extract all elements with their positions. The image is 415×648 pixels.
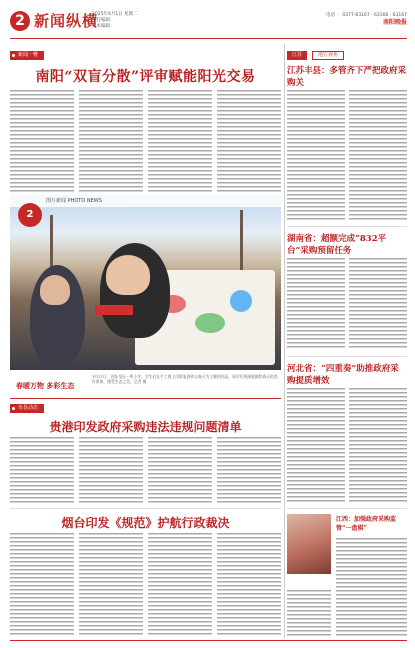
lead-headline: 南阳“双盲分散”评审赋能阳光交易 [35, 69, 256, 85]
lead-body-col-4 [217, 90, 281, 192]
headline-yantai: 烟台印发《规范》护航行政裁决 [61, 516, 230, 530]
column-divider [284, 44, 285, 638]
masthead-meta [92, 12, 138, 30]
story-3-col-1 [10, 533, 74, 637]
hunan-col-1 [287, 258, 345, 350]
right-rule-2 [287, 356, 407, 357]
contact-line: 电话 ： 0377-63167 · 63166 · 63167 [326, 13, 407, 18]
story-2-col-1 [10, 437, 74, 503]
photo-badge: 2 [18, 203, 42, 227]
right-rule-1 [287, 226, 407, 227]
news-photo [10, 195, 281, 370]
jiangxi-col-1 [336, 538, 407, 637]
photo-title: 春暖万物 多彩生态 [16, 381, 75, 390]
student-face-2 [40, 275, 70, 305]
headline-hunan: 湖南省：超额完成“832平台”采购预留任务 [287, 234, 387, 256]
mid-rule [10, 398, 281, 399]
story-2-col-4 [217, 437, 281, 503]
headline-jiangsu: 江苏丰县：多管齐下严把政府采购关 [287, 66, 407, 88]
right-section-tag: 江苏 [287, 51, 307, 60]
jiangsu-col-2 [349, 90, 407, 220]
section-title: 新闻纵横 [34, 12, 99, 30]
jiangxi-col-2 [287, 590, 331, 637]
story-3-col-4 [217, 533, 281, 637]
story-2-col-2 [79, 437, 143, 503]
hebei-col-1 [287, 388, 345, 504]
hebei-col-2 [349, 388, 407, 504]
lead-body-col-3 [148, 90, 212, 192]
photo-banner: 图片新闻 PHOTO NEWS [10, 195, 281, 207]
thin-rule [10, 508, 281, 509]
headline-hebei: 河北省：“四重奏”助推政府采购提质增效 [287, 364, 399, 386]
story-3-col-3 [148, 533, 212, 637]
bottom-rule [10, 640, 407, 641]
headline-guigang: 贵港印发政府采购违法违规问题清单 [49, 420, 242, 434]
right-rule-3 [287, 508, 407, 509]
painted-leaf [195, 313, 225, 333]
designer-line: 美术编辑： [92, 24, 115, 29]
paper-name: 南阳晚报 [382, 19, 407, 26]
headline-jiangxi: 江西：加强政府采购监管“一盘棋” [336, 516, 397, 532]
story-3-col-2 [79, 533, 143, 637]
hunan-col-2 [349, 258, 407, 350]
student-face [106, 255, 150, 295]
painted-sky [230, 290, 252, 312]
portrait-image [287, 514, 331, 574]
top-rule [10, 38, 407, 39]
lead-body-col-2 [79, 90, 143, 192]
lead-body-col-1 [10, 90, 74, 192]
editor-line: 责任编辑： [92, 18, 115, 23]
section-tag-county: 市县动态 [10, 404, 44, 413]
right-section-tag-2: 地方视角 [312, 51, 344, 60]
red-scarf [95, 305, 133, 315]
jiangsu-col-1 [287, 90, 345, 220]
masthead [10, 8, 407, 38]
date-line: 2025年4月1日 星期二 [92, 12, 138, 17]
masthead-right [326, 12, 407, 27]
story-2-col-3 [148, 437, 212, 503]
page-number-badge: 2 [10, 11, 30, 31]
photo-caption: 3月27日，在卧龙区一所小学，学生们在手工课上用彩笔创作以春天为主题的作品，同学们用画笔描绘春天的美好景象，感受生态之美。记者 摄 [92, 374, 278, 385]
section-tag-news: 新闻一瞥 [10, 51, 44, 60]
